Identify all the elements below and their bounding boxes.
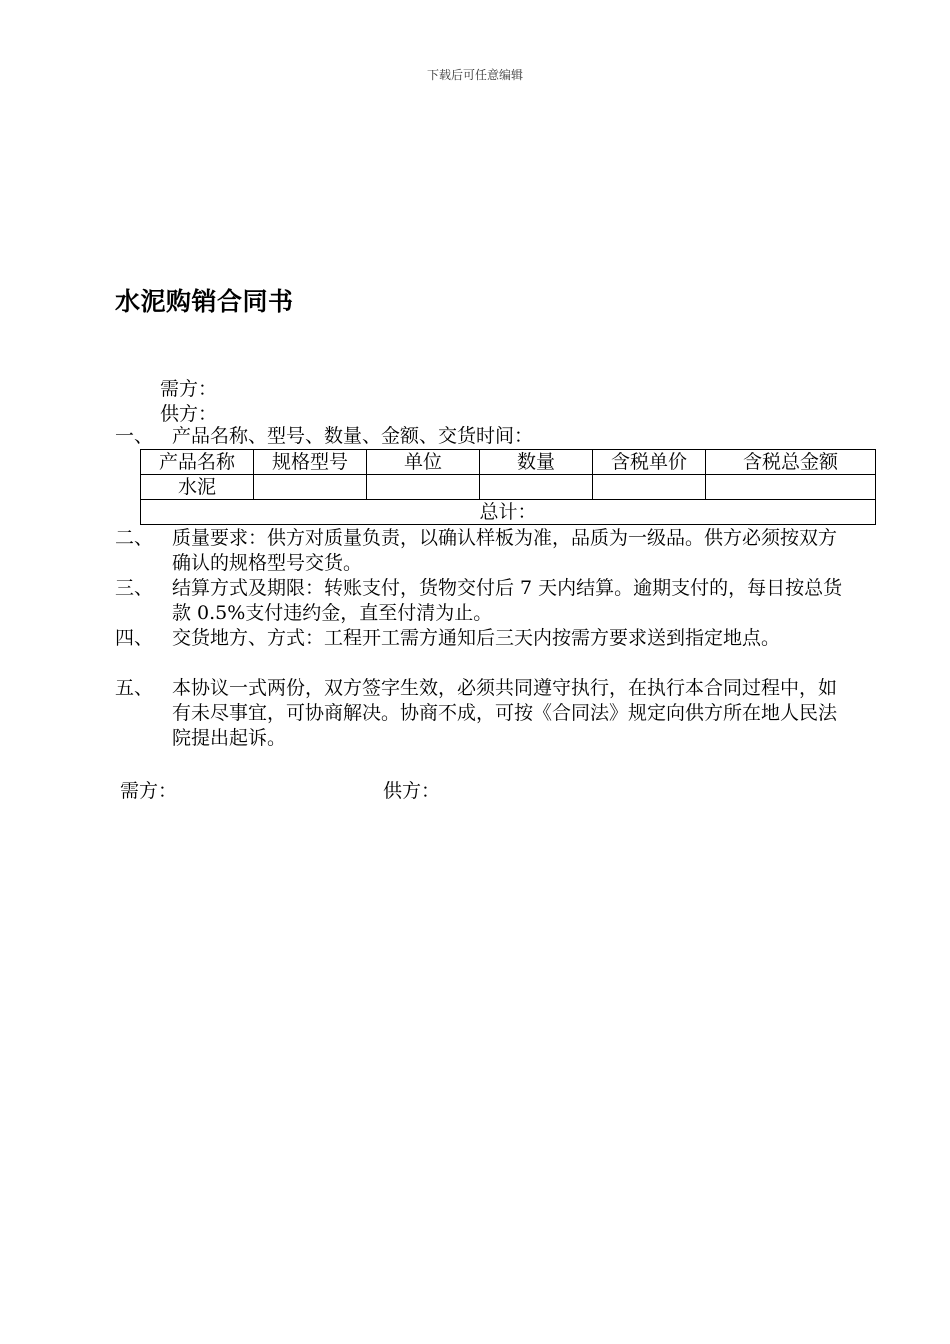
buyer-signature-label: 需方： xyxy=(120,780,178,802)
header-unit: 单位 xyxy=(367,450,480,475)
clause-4 xyxy=(115,626,855,651)
clause-text: 交货地方、方式：工程开工需方通知后三天内按需方要求送到指定地点。 xyxy=(172,627,781,649)
header-note: 下载后可任意编辑 xyxy=(426,68,523,82)
clause-5 xyxy=(115,676,855,751)
cell-unit xyxy=(367,475,480,500)
product-table xyxy=(140,449,876,525)
table-row xyxy=(141,475,876,500)
cell-unit-price xyxy=(593,475,706,500)
table-header-row xyxy=(141,450,876,475)
clause-number: 五、 xyxy=(115,677,154,699)
clause-number: 四、 xyxy=(115,627,154,649)
clause-number: 三、 xyxy=(115,577,154,599)
seller-party-line: 供方： xyxy=(160,403,218,425)
header-spec-model: 规格型号 xyxy=(254,450,367,475)
header-quantity: 数量 xyxy=(480,450,593,475)
table-total-row xyxy=(141,500,876,525)
buyer-party-line: 需方： xyxy=(160,378,218,400)
clause-1 xyxy=(115,424,855,449)
clause-3 xyxy=(115,576,855,626)
seller-signature-label: 供方： xyxy=(383,780,441,802)
cell-total-amount xyxy=(706,475,876,500)
total-label: 总计： xyxy=(141,500,876,525)
clause-number: 二、 xyxy=(115,527,154,549)
header-product-name: 产品名称 xyxy=(141,450,254,475)
clause-text: 本协议一式两份，双方签字生效，必须共同遵守执行，在执行本合同过程中，如有未尽事宜，可协商解决。协商不成，可按《合同法》规定向供方所在地人民法院提出起诉。 xyxy=(172,677,838,749)
cell-spec-model xyxy=(254,475,367,500)
clause-text: 质量要求：供方对质量负责，以确认样板为准，品质为一级品。供方必须按双方确认的规格型号交货。 xyxy=(172,527,838,574)
clause-text: 结算方式及期限：转账支付，货物交付后 7 天内结算。逾期支付的，每日按总货款 0.5%支付违约金，直至付清为止。 xyxy=(172,577,843,624)
cell-product-name: 水泥 xyxy=(141,475,254,500)
clause-number: 一、 xyxy=(115,425,154,447)
header-total-amount: 含税总金额 xyxy=(706,450,876,475)
cell-quantity xyxy=(480,475,593,500)
clause-2 xyxy=(115,526,855,576)
header-unit-price: 含税单价 xyxy=(593,450,706,475)
document-title: 水泥购销合同书 xyxy=(115,287,294,316)
clause-text: 产品名称、型号、数量、金额、交货时间： xyxy=(172,425,534,447)
